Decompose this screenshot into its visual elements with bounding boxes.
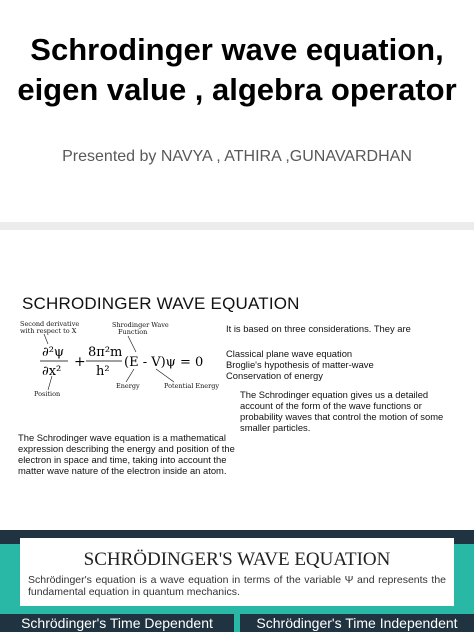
slide-separator [0,222,474,230]
time-independent-tab: Schrödinger's Time Independent [240,614,474,632]
equation-slide [0,230,474,530]
svg-text:∂x²: ∂x² [42,364,62,379]
consideration-item: Broglie's hypothesis of matter-wave [226,359,374,370]
slide-heading: SCHRODINGER WAVE EQUATION [22,294,300,313]
time-dependent-tab: Schrödinger's Time Dependent [0,614,234,632]
svg-text:∂²ψ: ∂²ψ [42,345,65,360]
considerations-block [226,323,466,433]
potential-energy-label: Potential Energy [164,382,220,390]
wave-function-account: The Schrodinger equation gives us a detailed account of the form of the wave functions or probability waves that control the motion of some smaller particles. [240,389,444,433]
energy-label: Energy [116,382,140,390]
wave-equation-slide [0,530,474,632]
svg-text:+: + [74,354,86,370]
equation-diagram [18,318,223,408]
svg-text:(E - V)ψ = 0: (E - V)ψ = 0 [124,355,204,370]
slide-text: Schrödinger's equation is a wave equation in terms of the variable Ψ and represents the fundamental equation in quantum mechanics. [28,574,446,598]
equation-svg [18,318,223,408]
consideration-item: Conservation of energy [226,370,323,381]
second-derivative-label: Second derivative with respect to X [20,320,80,335]
position-label: Position [34,390,61,398]
consideration-item: Classical plane wave equation [226,348,353,359]
title-slide [0,0,474,222]
content-panel [20,538,454,606]
svg-text:h²: h² [96,364,110,379]
presenters-line: Presented by NAVYA , ATHIRA ,GUNAVARDHAN [62,148,412,165]
svg-text:8π²m: 8π²m [88,345,123,360]
equation-description: The Schrodinger wave equation is a mathematical expression describing the energy and position of the electron in space and time, taking into account the matter wave nature of the electron inside an atom. [18,432,235,476]
slide-title: SCHRÖDINGER'S WAVE EQUATION [83,549,391,570]
presentation-title: Schrodinger wave equation, eigen value , algebra operator [17,32,457,107]
considerations-intro: It is based on three considerations. They are [226,323,411,334]
wave-function-label: Shrodinger Wave Function [112,321,169,336]
